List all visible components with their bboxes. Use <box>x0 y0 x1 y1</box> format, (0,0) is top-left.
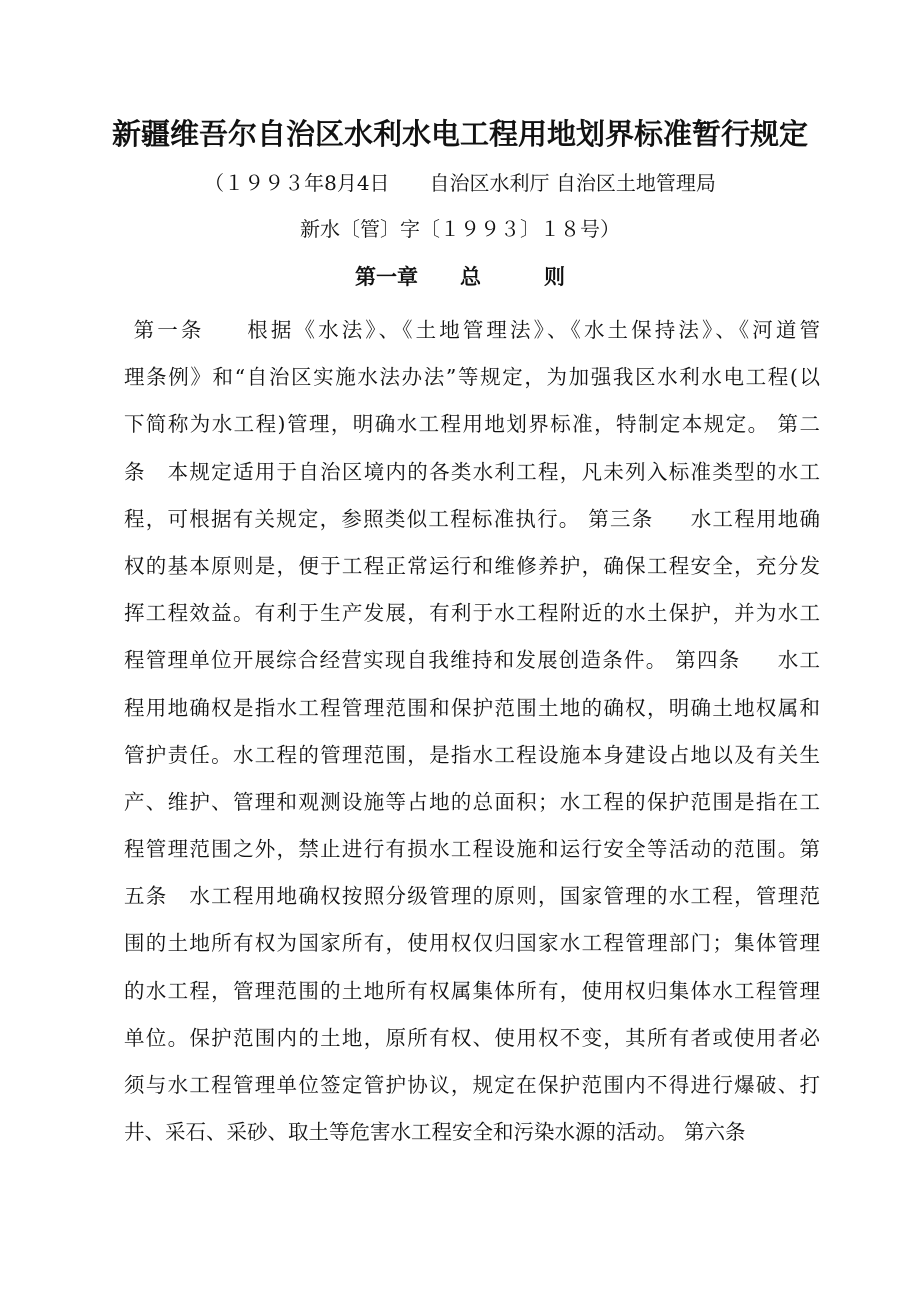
body-line: 权的基本原则是，便于工程正常运行和维修养护，确保工程安全，充分发 <box>124 553 820 578</box>
body-line: 产、维护、管理和观测设施等占地的总面积；水工程的保护范围是指在工 <box>124 789 820 814</box>
body-line: 程管理单位开展综合经营实现自我维持和发展创造条件。 第四条 水工 <box>124 648 820 673</box>
document-body <box>124 315 820 1164</box>
body-line: 围的土地所有权为国家所有，使用权仅归国家水工程管理部门；集体管理 <box>124 931 820 956</box>
body-line: 下简称为水工程)管理，明确水工程用地划界标准，特制定本规定。 第二 <box>124 412 820 437</box>
body-line: 条 本规定适用于自治区境内的各类水利工程，凡未列入标准类型的水工 <box>124 459 820 484</box>
document-title: 新疆维吾尔自治区水利水电工程用地划界标准暂行规定 <box>111 117 808 151</box>
body-line: 五条 水工程用地确权按照分级管理的原则，国家管理的水工程，管理范 <box>124 884 820 909</box>
body-line: 管护责任。水工程的管理范围，是指水工程设施本身建设占地以及有关生 <box>124 742 820 767</box>
body-line: 的水工程，管理范围的土地所有权属集体所有，使用权归集体水工程管理 <box>124 978 820 1003</box>
document-date-issuers: （１９９３年8月4日 自治区水利厅 自治区土地管理局 <box>204 171 716 195</box>
body-line: 理条例》和“自治区实施水法办法”等规定，为加强我区水利水电工程(以 <box>124 365 820 390</box>
body-line: 井、采石、采砂、取土等危害水工程安全和污染水源的活动。 第六条 <box>124 1120 746 1145</box>
body-line: 程用地确权是指水工程管理范围和保护范围土地的确权，明确土地权属和 <box>124 695 820 720</box>
body-line: 须与水工程管理单位签定管护协议，规定在保护范围内不得进行爆破、打 <box>124 1073 820 1097</box>
document-number: 新水〔管〕字〔１９９３〕１８号） <box>300 217 620 241</box>
body-line: 单位。保护范围内的土地，原所有权、使用权不变，其所有者或使用者必 <box>124 1025 820 1050</box>
body-line: 程，可根据有关规定，参照类似工程标准执行。 第三条 水工程用地确 <box>124 506 820 531</box>
body-line: 第一条 根据《水法》、《土地管理法》、《水土保持法》、《河道管 <box>124 318 820 342</box>
body-line: 挥工程效益。有利于生产发展，有利于水工程附近的水土保护，并为水工 <box>124 601 820 626</box>
chapter-heading: 第一章 总 则 <box>355 265 565 289</box>
body-line: 程管理范围之外，禁止进行有损水工程设施和运行安全等活动的范围。第 <box>124 837 820 862</box>
